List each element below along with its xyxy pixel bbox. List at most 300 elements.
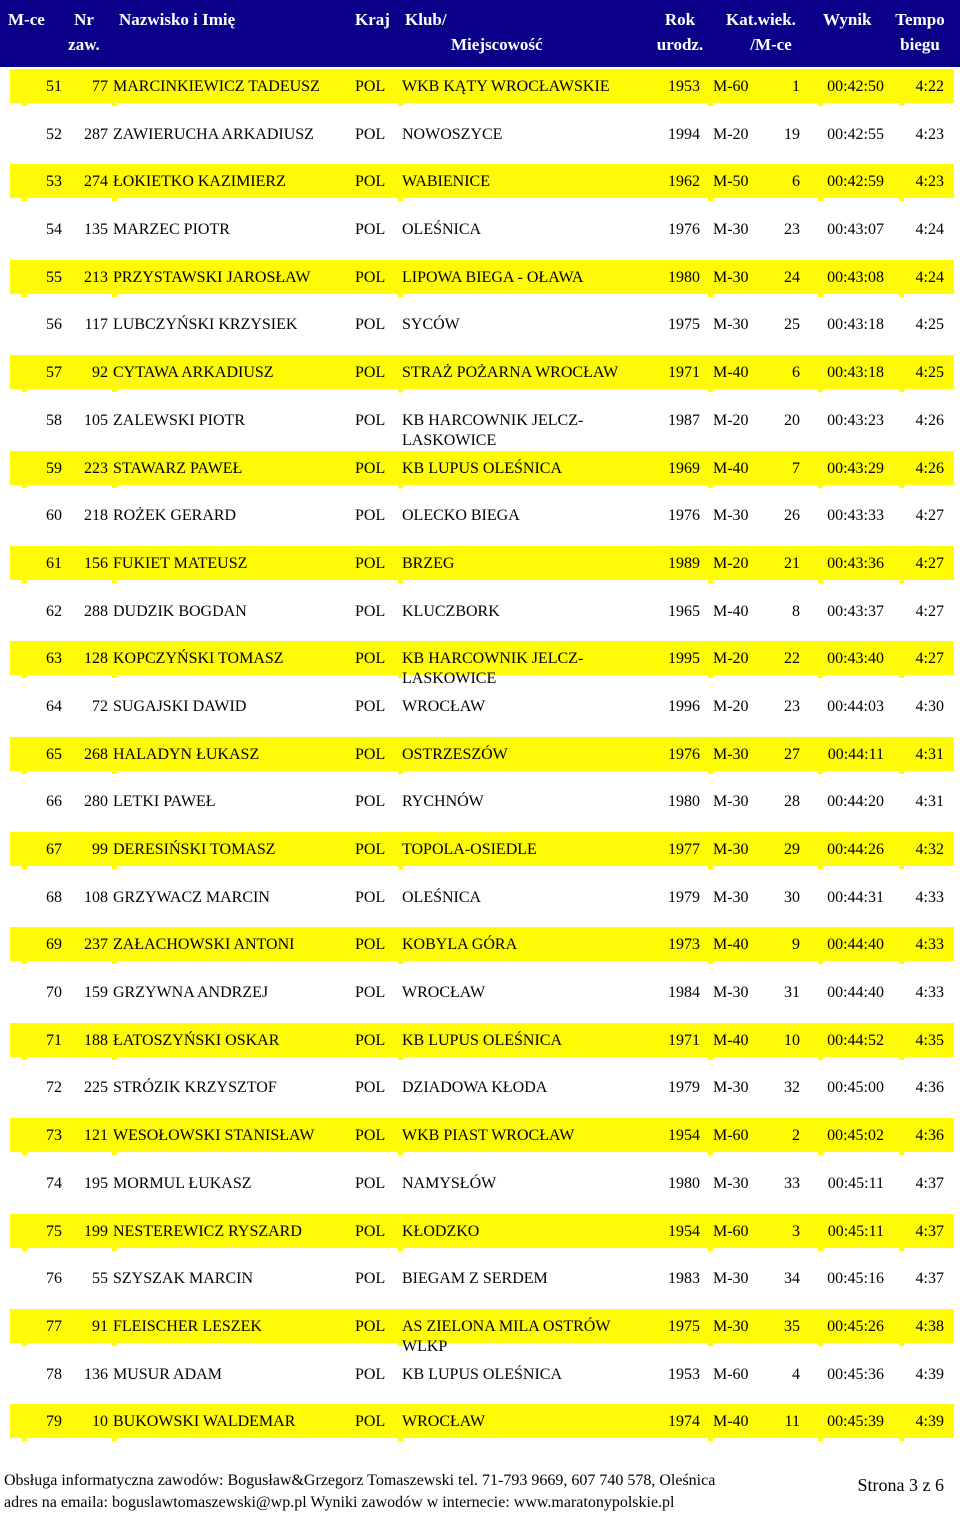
table-row — [0, 1023, 960, 1071]
cell-country: POL — [355, 459, 386, 477]
cell-place: 69 — [46, 936, 62, 954]
cell-place: 68 — [46, 888, 62, 906]
cell-catplace: 6 — [792, 173, 800, 191]
table-row — [0, 927, 960, 975]
cell-place: 64 — [46, 697, 62, 715]
cell-country: POL — [355, 1413, 386, 1431]
cell-catplace: 27 — [784, 745, 800, 763]
cell-name: SZYSZAK MARCIN — [113, 1270, 254, 1288]
header-name: Nazwisko i Imię — [119, 10, 236, 29]
header-country: Kraj — [355, 10, 390, 29]
cell-time: 00:43:40 — [827, 650, 884, 668]
cell-time: 00:43:36 — [827, 554, 884, 572]
cell-country: POL — [355, 1222, 386, 1240]
cell-name: ŁATOSZYŃSKI OSKAR — [113, 1031, 280, 1049]
cell-club: OLEŚNICA — [402, 888, 482, 906]
cell-nr: 159 — [84, 984, 108, 1002]
cell-cat: M-60 — [713, 1365, 749, 1383]
cell-pace: 4:27 — [915, 507, 944, 525]
cell-club: AS ZIELONA MILA OSTRÓW WLKP — [402, 1317, 611, 1355]
table-row — [0, 212, 960, 260]
cell-catplace: 32 — [784, 1079, 800, 1097]
cell-year: 1980 — [668, 1174, 700, 1192]
cell-catplace: 8 — [792, 602, 800, 620]
cell-country: POL — [355, 1079, 386, 1097]
cell-year: 1980 — [668, 268, 700, 286]
cell-pace: 4:26 — [915, 411, 944, 429]
footer-contact: Obsługa informatyczna zawodów: Bogusław&Grzegorz Tomaszewski tel. 71-793 9669, 607 740 578, Oleśnica — [4, 1472, 716, 1489]
cell-name: KOPCZYŃSKI TOMASZ — [113, 650, 284, 668]
header-number — [62, 7, 106, 57]
cell-club: DZIADOWA KŁODA — [402, 1079, 548, 1097]
cell-name: DERESIŃSKI TOMASZ — [113, 841, 276, 858]
table-row — [0, 1309, 960, 1357]
cell-name: MORMUL ŁUKASZ — [113, 1174, 252, 1192]
cell-catplace: 33 — [784, 1174, 800, 1192]
cell-time: 00:43:18 — [827, 316, 884, 334]
cell-name: BUKOWSKI WALDEMAR — [113, 1413, 296, 1431]
cell-cat: M-30 — [713, 1079, 749, 1097]
cell-club: KB LUPUS OLEŚNICA — [402, 459, 563, 477]
cell-catplace: 28 — [784, 793, 800, 811]
cell-pace: 4:33 — [915, 888, 944, 906]
cell-pace: 4:36 — [915, 1079, 944, 1097]
cell-club: KOBYLA GÓRA — [402, 936, 518, 954]
cell-club: WKB KĄTY WROCŁAWSKIE — [402, 78, 610, 95]
cell-year: 1977 — [668, 841, 700, 858]
cell-catplace: 10 — [784, 1031, 800, 1049]
cell-year: 1979 — [668, 1079, 700, 1097]
cell-name: ŁOKIETKO KAZIMIERZ — [113, 173, 286, 191]
cell-time: 00:43:37 — [827, 602, 884, 620]
cell-club: KB LUPUS OLEŚNICA — [402, 1031, 563, 1049]
cell-nr: 55 — [92, 1270, 108, 1288]
cell-nr: 121 — [84, 1127, 108, 1145]
cell-nr: 136 — [84, 1365, 108, 1383]
cell-time: 00:42:55 — [827, 125, 884, 143]
cell-pace: 4:27 — [915, 554, 944, 572]
cell-catplace: 19 — [784, 125, 800, 143]
header-category-line1: Kat.wiek. — [726, 10, 796, 29]
cell-year: 1994 — [668, 125, 700, 143]
cell-year: 1971 — [668, 364, 700, 382]
table-row — [0, 975, 960, 1023]
cell-club: KB LUPUS OLEŚNICA — [402, 1365, 563, 1383]
cell-nr: 225 — [84, 1079, 108, 1097]
cell-place: 52 — [46, 125, 62, 143]
cell-place: 67 — [46, 841, 62, 858]
header-pace — [890, 7, 950, 57]
cell-club: WROCŁAW — [402, 697, 486, 715]
cell-cat: M-60 — [713, 78, 749, 95]
cell-nr: 92 — [92, 364, 108, 382]
cell-time: 00:45:39 — [827, 1413, 884, 1431]
cell-country: POL — [355, 888, 386, 906]
cell-name: ZAŁACHOWSKI ANTONI — [113, 936, 295, 954]
header-pace-line1: Tempo — [895, 10, 945, 29]
cell-country: POL — [355, 364, 386, 382]
cell-time: 00:44:03 — [827, 697, 884, 715]
cell-year: 1996 — [668, 697, 700, 715]
cell-year: 1971 — [668, 1031, 700, 1049]
cell-pace: 4:23 — [915, 125, 944, 143]
cell-time: 00:44:20 — [827, 793, 884, 811]
cell-year: 1969 — [668, 459, 700, 477]
header-pace-line2: biegu — [900, 35, 940, 54]
cell-time: 00:43:33 — [827, 507, 884, 525]
cell-place: 55 — [46, 268, 62, 286]
cell-cat: M-30 — [713, 841, 749, 858]
cell-nr: 195 — [84, 1174, 108, 1192]
header-category — [718, 7, 804, 57]
cell-cat: M-40 — [713, 364, 749, 382]
cell-nr: 213 — [84, 268, 108, 286]
results-table — [0, 69, 960, 1452]
cell-nr: 268 — [84, 745, 108, 763]
cell-country: POL — [355, 268, 386, 286]
cell-name: HALADYN ŁUKASZ — [113, 745, 260, 763]
cell-cat: M-30 — [713, 1317, 749, 1335]
header-club — [405, 7, 543, 57]
cell-time: 00:45:11 — [827, 1222, 884, 1240]
cell-year: 1965 — [668, 602, 700, 620]
cell-name: GRZYWACZ MARCIN — [113, 888, 270, 906]
table-row — [0, 832, 960, 880]
cell-nr: 99 — [92, 841, 108, 858]
cell-catplace: 4 — [792, 1365, 800, 1383]
cell-club: WABIENICE — [402, 173, 490, 191]
cell-time: 00:43:18 — [827, 364, 884, 382]
table-row — [0, 546, 960, 594]
header-club-line1: Klub/ — [405, 10, 447, 29]
cell-time: 00:45:26 — [827, 1317, 884, 1335]
cell-catplace: 7 — [792, 459, 800, 477]
cell-nr: 135 — [84, 221, 108, 239]
cell-year: 1974 — [668, 1413, 700, 1431]
cell-cat: M-60 — [713, 1127, 749, 1145]
cell-year: 1989 — [668, 554, 700, 572]
table-header — [0, 0, 960, 67]
cell-year: 1976 — [668, 221, 700, 239]
cell-cat: M-30 — [713, 268, 749, 286]
cell-catplace: 31 — [784, 984, 800, 1002]
cell-year: 1962 — [668, 173, 700, 191]
cell-pace: 4:33 — [915, 936, 944, 954]
cell-catplace: 34 — [784, 1270, 800, 1288]
cell-country: POL — [355, 316, 386, 334]
cell-name: FLEISCHER LESZEK — [113, 1317, 262, 1335]
cell-place: 54 — [46, 221, 62, 239]
cell-place: 73 — [46, 1127, 62, 1145]
cell-pace: 4:38 — [915, 1317, 944, 1335]
table-row — [0, 594, 960, 642]
cell-place: 58 — [46, 411, 62, 429]
cell-place: 72 — [46, 1079, 62, 1097]
cell-nr: 128 — [84, 650, 108, 668]
cell-catplace: 22 — [784, 650, 800, 668]
cell-cat: M-20 — [713, 125, 749, 143]
cell-nr: 274 — [84, 173, 108, 191]
cell-place: 77 — [46, 1317, 62, 1335]
cell-cat: M-30 — [713, 745, 749, 763]
cell-pace: 4:25 — [915, 364, 944, 382]
header-year-line1: Rok — [664, 10, 696, 29]
cell-club: WROCŁAW — [402, 984, 486, 1002]
cell-pace: 4:27 — [915, 602, 944, 620]
cell-place: 74 — [46, 1174, 62, 1192]
cell-name: GRZYWNA ANDRZEJ — [113, 984, 269, 1002]
cell-country: POL — [355, 841, 386, 858]
header-number-line1: Nr — [74, 10, 94, 29]
cell-name: NESTEREWICZ RYSZARD — [113, 1222, 302, 1240]
header-result: Wynik — [823, 10, 872, 29]
cell-year: 1987 — [668, 411, 700, 429]
cell-club: WKB PIAST WROCŁAW — [402, 1127, 575, 1145]
table-row — [0, 307, 960, 355]
cell-nr: 218 — [84, 507, 108, 525]
cell-country: POL — [355, 1270, 386, 1288]
cell-place: 61 — [46, 554, 62, 572]
cell-cat: M-60 — [713, 1222, 749, 1240]
cell-nr: 108 — [84, 888, 108, 906]
cell-country: POL — [355, 507, 386, 525]
table-row — [0, 737, 960, 785]
cell-catplace: 9 — [792, 936, 800, 954]
table-row — [0, 784, 960, 832]
cell-time: 00:45:02 — [827, 1127, 884, 1145]
cell-nr: 188 — [84, 1031, 108, 1049]
cell-club: BRZEG — [402, 554, 455, 572]
cell-pace: 4:24 — [915, 268, 944, 286]
cell-club: KB HARCOWNIK JELCZ-LASKOWICE — [402, 650, 584, 688]
table-row — [0, 355, 960, 403]
cell-cat: M-40 — [713, 1031, 749, 1049]
cell-time: 00:42:50 — [827, 78, 884, 95]
cell-time: 00:44:31 — [827, 888, 884, 906]
cell-pace: 4:39 — [915, 1413, 944, 1431]
cell-name: CYTAWA ARKADIUSZ — [113, 364, 274, 382]
cell-catplace: 20 — [784, 411, 800, 429]
cell-club: OSTRZESZÓW — [402, 745, 508, 763]
cell-country: POL — [355, 697, 386, 715]
cell-name: MARZEC PIOTR — [113, 221, 230, 239]
cell-name: LUBCZYŃSKI KRZYSIEK — [113, 316, 298, 334]
cell-club: NAMYSŁÓW — [402, 1174, 497, 1192]
cell-cat: M-50 — [713, 173, 749, 191]
cell-club: WROCŁAW — [402, 1413, 486, 1431]
cell-year: 1975 — [668, 316, 700, 334]
cell-country: POL — [355, 78, 386, 95]
cell-pace: 4:24 — [915, 221, 944, 239]
cell-cat: M-20 — [713, 554, 749, 572]
table-row — [0, 1214, 960, 1262]
cell-cat: M-30 — [713, 316, 749, 334]
cell-year: 1954 — [668, 1127, 700, 1145]
cell-time: 00:43:08 — [827, 268, 884, 286]
cell-time: 00:43:23 — [827, 411, 884, 429]
cell-place: 70 — [46, 984, 62, 1002]
cell-pace: 4:39 — [915, 1365, 944, 1383]
cell-catplace: 25 — [784, 316, 800, 334]
cell-nr: 105 — [84, 411, 108, 429]
cell-country: POL — [355, 1317, 386, 1335]
cell-catplace: 26 — [784, 507, 800, 525]
cell-pace: 4:27 — [915, 650, 944, 668]
cell-club: NOWOSZYCE — [402, 125, 503, 143]
cell-year: 1953 — [668, 78, 700, 95]
cell-club: OLECKO BIEGA — [402, 507, 520, 525]
cell-country: POL — [355, 173, 386, 191]
cell-name: DUDZIK BOGDAN — [113, 602, 247, 620]
cell-nr: 156 — [84, 554, 108, 572]
cell-country: POL — [355, 125, 386, 143]
cell-country: POL — [355, 984, 386, 1002]
cell-catplace: 35 — [784, 1317, 800, 1335]
cell-country: POL — [355, 602, 386, 620]
cell-year: 1976 — [668, 507, 700, 525]
cell-pace: 4:23 — [915, 173, 944, 191]
cell-name: ROŻEK GERARD — [113, 507, 237, 525]
cell-name: SUGAJSKI DAWID — [113, 697, 247, 715]
table-row — [0, 641, 960, 689]
cell-club: SYCÓW — [402, 316, 460, 334]
cell-nr: 117 — [84, 316, 108, 334]
cell-nr: 280 — [84, 793, 108, 811]
cell-country: POL — [355, 554, 386, 572]
cell-country: POL — [355, 793, 386, 811]
cell-place: 56 — [46, 316, 62, 334]
cell-club: RYCHNÓW — [402, 793, 484, 811]
cell-place: 76 — [46, 1270, 62, 1288]
cell-cat: M-30 — [713, 507, 749, 525]
cell-catplace: 6 — [792, 364, 800, 382]
cell-catplace: 21 — [784, 554, 800, 572]
cell-time: 00:43:29 — [827, 459, 884, 477]
cell-name: ZAWIERUCHA ARKADIUSZ — [113, 125, 314, 143]
table-row — [0, 1404, 960, 1452]
cell-year: 1984 — [668, 984, 700, 1002]
cell-nr: 91 — [92, 1317, 108, 1335]
cell-country: POL — [355, 1365, 386, 1383]
cell-time: 00:45:16 — [827, 1270, 884, 1288]
cell-cat: M-20 — [713, 411, 749, 429]
cell-time: 00:44:52 — [827, 1031, 884, 1049]
cell-place: 63 — [46, 650, 62, 668]
cell-pace: 4:33 — [915, 984, 944, 1002]
cell-cat: M-20 — [713, 650, 749, 668]
cell-country: POL — [355, 936, 386, 954]
header-year-line2: urodz. — [656, 35, 704, 54]
cell-year: 1976 — [668, 745, 700, 763]
cell-club: KB HARCOWNIK JELCZ-LASKOWICE — [402, 411, 584, 449]
cell-year: 1995 — [668, 650, 700, 668]
cell-pace: 4:26 — [915, 459, 944, 477]
cell-club: LIPOWA BIEGA - OŁAWA — [402, 268, 584, 286]
cell-year: 1954 — [668, 1222, 700, 1240]
cell-country: POL — [355, 221, 386, 239]
cell-place: 79 — [46, 1413, 62, 1431]
cell-pace: 4:37 — [915, 1270, 944, 1288]
cell-time: 00:43:07 — [827, 221, 884, 239]
cell-country: POL — [355, 745, 386, 763]
table-row — [0, 1070, 960, 1118]
header-club-line2: Miejscowość — [451, 35, 543, 54]
cell-country: POL — [355, 1174, 386, 1192]
cell-cat: M-40 — [713, 459, 749, 477]
table-row — [0, 1357, 960, 1405]
cell-place: 51 — [46, 78, 62, 95]
cell-cat: M-40 — [713, 936, 749, 954]
cell-name: ZALEWSKI PIOTR — [113, 411, 245, 429]
cell-name: WESOŁOWSKI STANISŁAW — [113, 1127, 315, 1145]
cell-place: 53 — [46, 173, 62, 191]
cell-name: STRÓZIK KRZYSZTOF — [113, 1079, 277, 1097]
cell-place: 75 — [46, 1222, 62, 1240]
cell-place: 78 — [46, 1365, 62, 1383]
cell-club: STRAŻ POŻARNA WROCŁAW — [402, 364, 619, 382]
cell-country: POL — [355, 650, 386, 668]
cell-cat: M-30 — [713, 793, 749, 811]
cell-nr: 77 — [92, 78, 108, 95]
table-row — [0, 880, 960, 928]
cell-name: STAWARZ PAWEŁ — [113, 459, 243, 477]
header-number-line2: zaw. — [68, 35, 100, 54]
cell-time: 00:45:36 — [827, 1365, 884, 1383]
cell-catplace: 3 — [792, 1222, 800, 1240]
cell-cat: M-30 — [713, 221, 749, 239]
cell-country: POL — [355, 411, 386, 429]
cell-place: 71 — [46, 1031, 62, 1049]
cell-catplace: 2 — [792, 1127, 800, 1145]
cell-name: MARCINKIEWICZ TADEUSZ — [113, 78, 320, 95]
cell-country: POL — [355, 1127, 386, 1145]
cell-pace: 4:35 — [915, 1031, 944, 1049]
cell-pace: 4:31 — [915, 793, 944, 811]
page-number: Strona 3 z 6 — [857, 1475, 944, 1495]
cell-nr: 72 — [92, 697, 108, 715]
table-row — [0, 498, 960, 546]
cell-cat: M-30 — [713, 888, 749, 906]
cell-pace: 4:36 — [915, 1127, 944, 1145]
cell-time: 00:44:11 — [827, 745, 884, 763]
cell-year: 1973 — [668, 936, 700, 954]
cell-club: TOPOLA-OSIEDLE — [402, 841, 537, 858]
table-row — [0, 1118, 960, 1166]
table-row — [0, 1166, 960, 1214]
cell-cat: M-30 — [713, 984, 749, 1002]
header-place: M-ce — [8, 10, 45, 29]
header-category-line2: /M-ce — [750, 35, 792, 54]
cell-time: 00:44:40 — [827, 984, 884, 1002]
cell-pace: 4:30 — [915, 697, 944, 715]
cell-catplace: 23 — [784, 697, 800, 715]
cell-year: 1953 — [668, 1365, 700, 1383]
cell-catplace: 11 — [784, 1413, 800, 1431]
cell-pace: 4:37 — [915, 1174, 944, 1192]
table-row — [0, 69, 960, 117]
cell-year: 1983 — [668, 1270, 700, 1288]
cell-name: LETKI PAWEŁ — [113, 793, 216, 811]
cell-year: 1975 — [668, 1317, 700, 1335]
table-row — [0, 403, 960, 451]
cell-name: MUSUR ADAM — [113, 1365, 222, 1383]
cell-time: 00:44:40 — [827, 936, 884, 954]
footer-links: adres na emaila: boguslawtomaszewski@wp.pl Wyniki zawodów w internecie: www.maratonypolskie.pl — [4, 1494, 675, 1511]
cell-year: 1979 — [668, 888, 700, 906]
cell-pace: 4:37 — [915, 1222, 944, 1240]
cell-club: KLUCZBORK — [402, 602, 500, 620]
table-row — [0, 451, 960, 499]
